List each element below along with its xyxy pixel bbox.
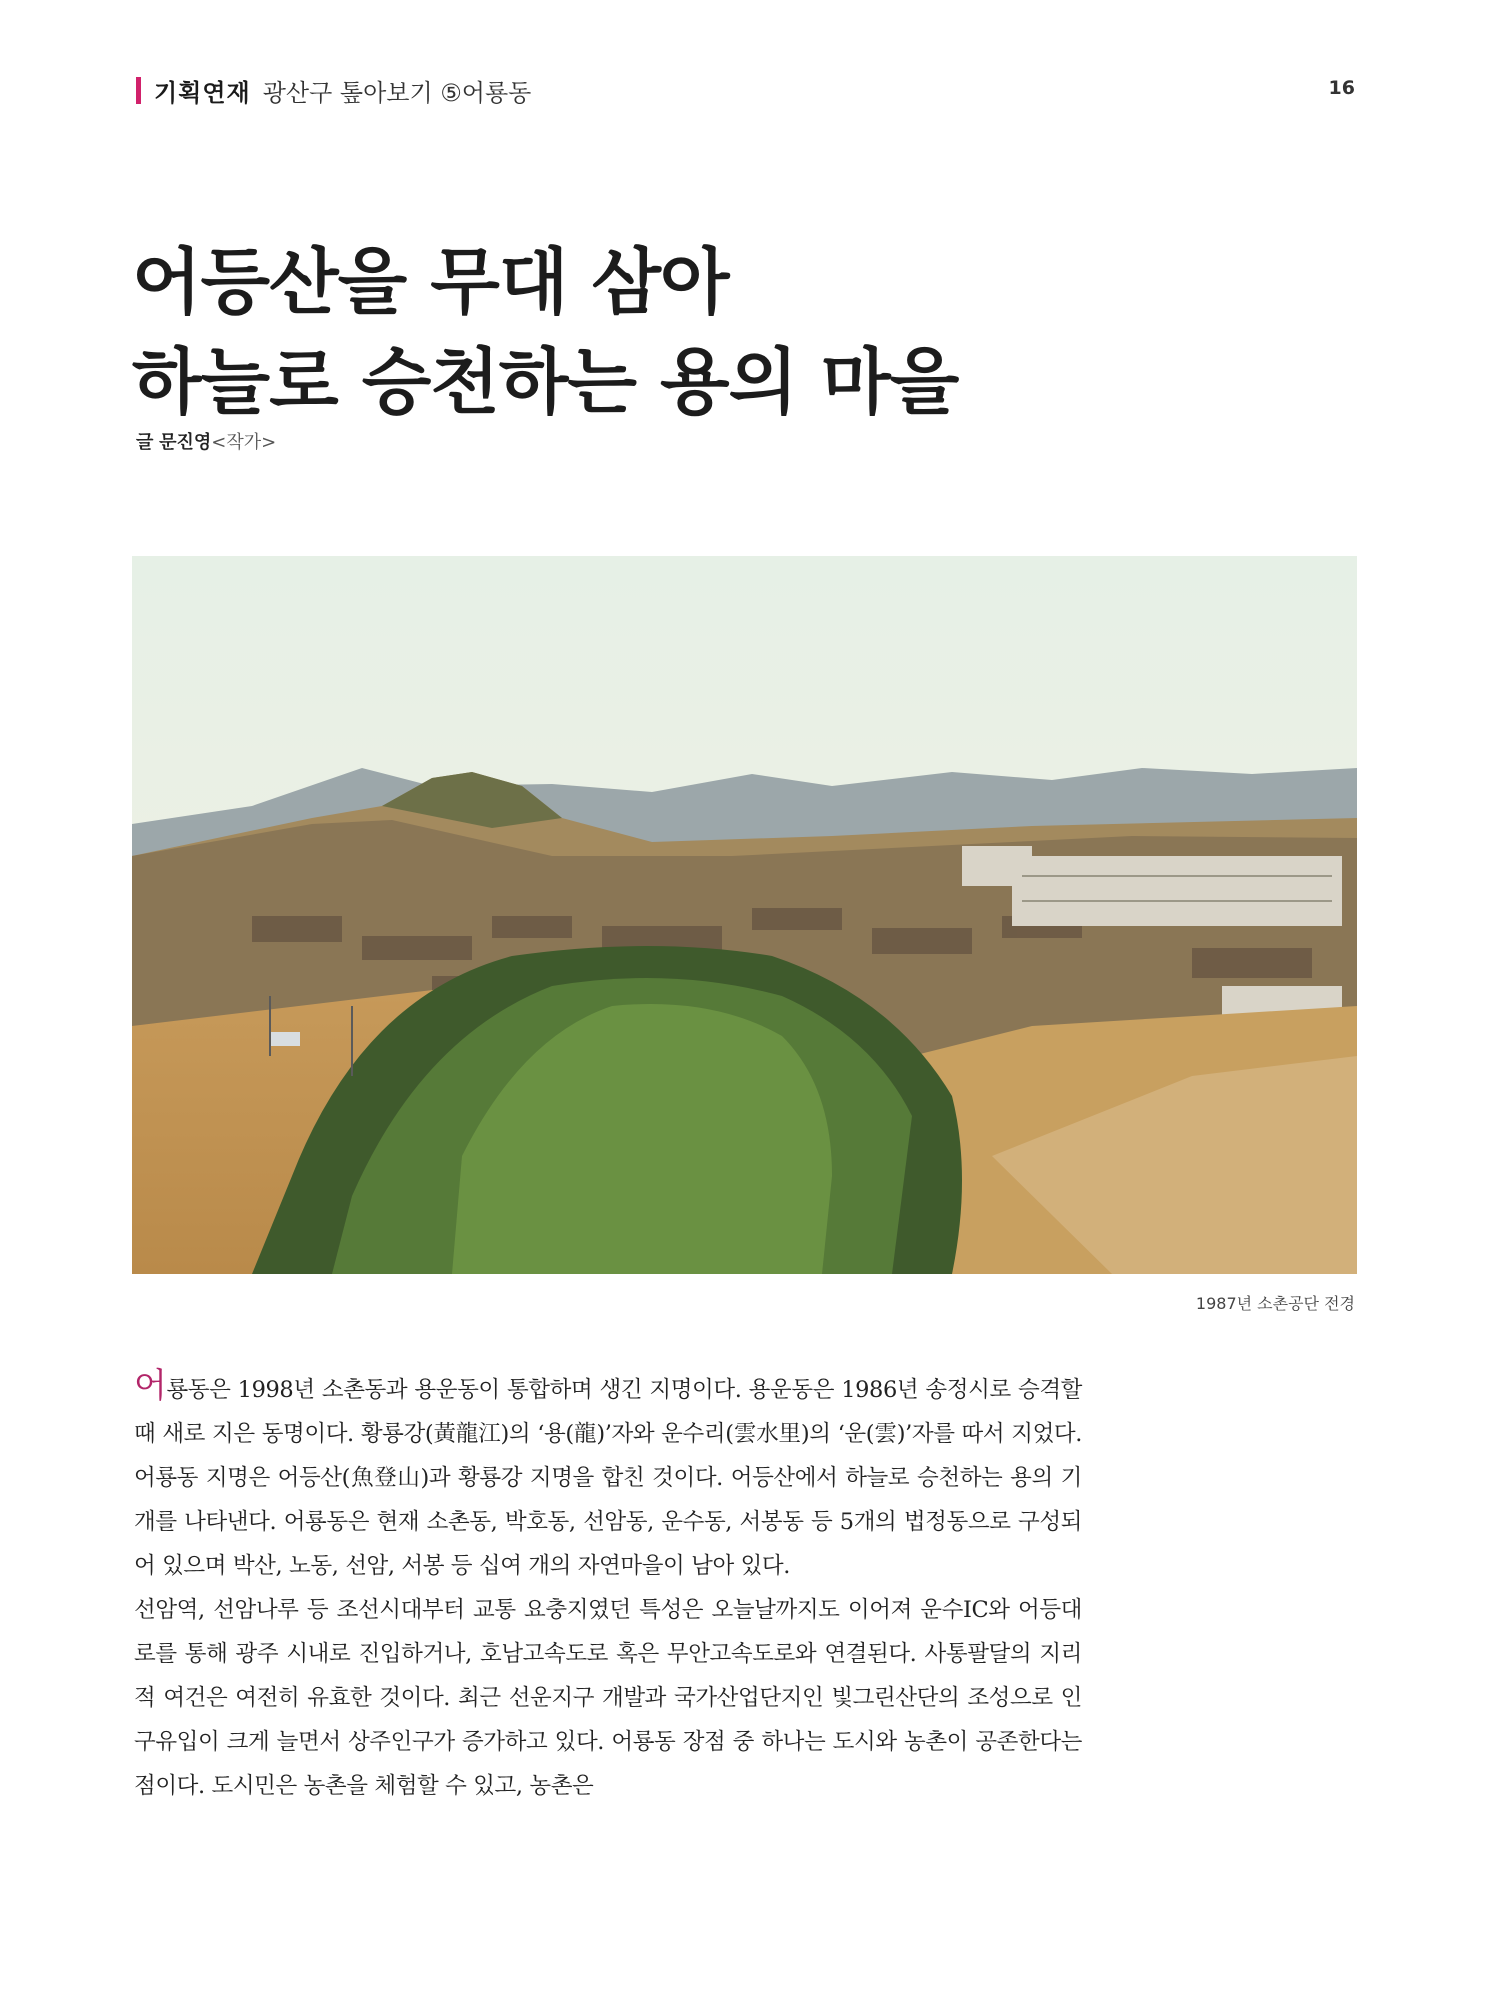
article-title-line-2: 하늘로 승천하는 용의 마을 [132,340,959,424]
drop-cap: 어 [134,1366,167,1406]
village-photo [132,556,1357,1274]
paragraph-1 [134,1368,1082,1588]
byline-author: 문진영 [159,432,212,453]
byline-role: <작가> [211,432,277,453]
paragraph-2: 선암역, 선암나루 등 조선시대부터 교통 요충지였던 특성은 오늘날까지도 이어져 운수IC와 어등대로를 통해 광주 시내로 진입하거나, 호남고속도로 혹은 무안고속도로와 연결된다. 사통팔달의 지리적 여건은 여전히 유효한 것이다. 최근 선운지구 개발과 국가산업단지인 빛그린산단의 조성으로 인구유입이 크게 늘면서 상주인구가 증가하고 있다. 어룡동 장점 중 하나는 도시와 농촌이 공존한다는 점이다. 도시민은 농촌을 체험할 수 있고, 농촌은 [134,1597,1082,1799]
series-header [136,72,531,108]
byline-label: 글 [136,432,154,453]
article-title-line-1: 어등산을 무대 삼아 [132,240,729,324]
page-number: 16 [1328,77,1355,99]
paragraph-1-text: 룡동은 1998년 소촌동과 용운동이 통합하며 생긴 지명이다. 용운동은 1986년 송정시로 승격할 때 새로 지은 동명이다. 황룡강(黃龍江)의 ‘용(龍)’자와 운수리(雲水里)의 ‘운(雲)’자를 따서 지었다. 어룡동 지명은 어등산(魚登山)과 황룡강 지명을 합친 것이다. 어등산에서 하늘로 승천하는 용의 기개를 나타낸다. 어룡동은 현재 소촌동, 박호동, 선암동, 운수동, 서봉동 등 5개의 법정동으로 구성되어 있으며 박산, 노동, 선암, 서봉 등 십여 개의 자연마을이 남아 있다. [134,1377,1082,1579]
byline [136,428,276,454]
series-label: 기획연재 [154,78,251,107]
series-subtitle: 광산구 톺아보기 ⑤어룡동 [262,78,532,107]
accent-bar [136,77,141,104]
article-title [132,232,958,432]
article-body [134,1368,1082,1808]
photo-caption: 1987년 소촌공단 전경 [1195,1294,1355,1313]
